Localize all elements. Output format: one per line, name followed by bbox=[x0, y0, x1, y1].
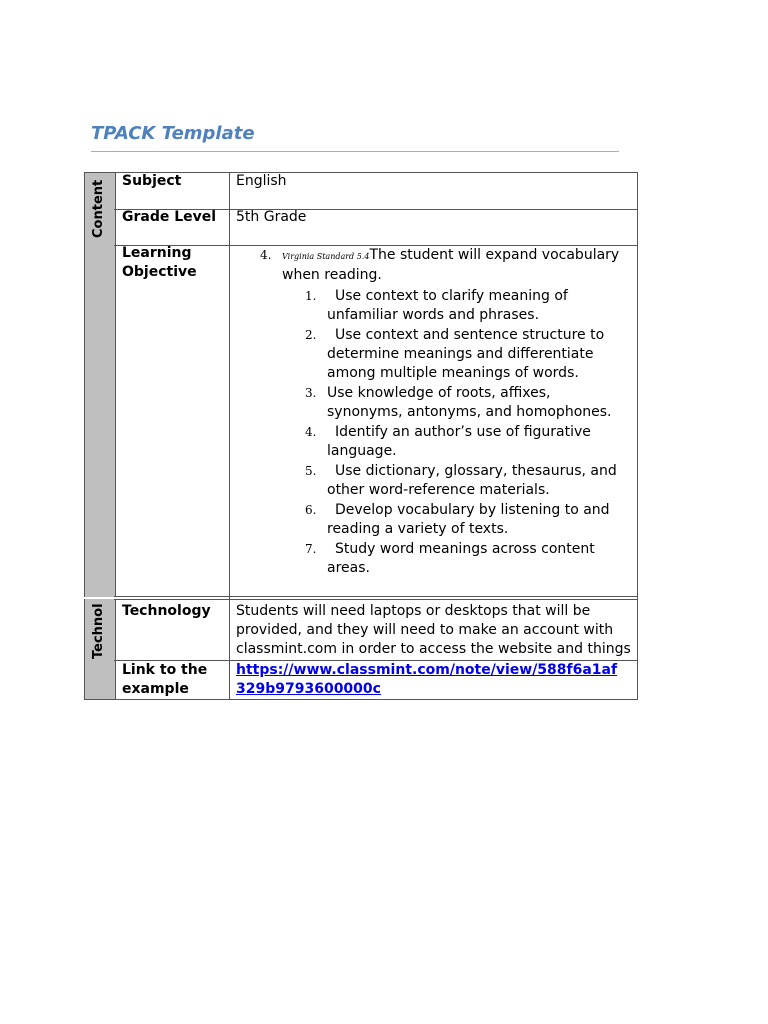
link-value bbox=[236, 661, 626, 699]
list-item: 2. Use context and sentence structure to determine meanings and differentiate among multiple meanings of words. bbox=[305, 327, 605, 381]
content-section-label bbox=[84, 172, 116, 597]
table-top-border bbox=[114, 172, 638, 173]
table-bottom-border bbox=[84, 699, 638, 700]
example-link[interactable]: https://www.classmint.com/note/view/588f6a1af329b9793600000c bbox=[236, 662, 618, 697]
content-label-text: Content bbox=[91, 179, 106, 238]
learning-objective-label bbox=[122, 244, 197, 282]
learning-objective-label-line2: Objective bbox=[122, 264, 197, 280]
row-divider-3b bbox=[114, 599, 638, 600]
objective-list bbox=[230, 287, 630, 578]
objective-intro: The student will expand vocabulary when reading. bbox=[282, 247, 620, 283]
grade-level-label: Grade Level bbox=[122, 209, 217, 225]
grade-level-value: 5th Grade bbox=[236, 209, 307, 225]
label-col-top bbox=[84, 172, 114, 173]
objective-outer-number: 4. bbox=[260, 248, 272, 262]
subject-label: Subject bbox=[122, 173, 182, 189]
technology-label: Technology bbox=[122, 603, 211, 619]
row-divider-3a bbox=[114, 596, 638, 597]
list-item: 4. Identify an author’s use of figurative language. bbox=[305, 424, 591, 459]
subject-value: English bbox=[236, 173, 287, 189]
list-item: 3. Use knowledge of roots, affixes, synonyms, antonyms, and homophones. bbox=[305, 385, 612, 420]
link-label-line2: example bbox=[122, 681, 189, 697]
list-item: 5. Use dictionary, glossary, thesaurus, and other word-reference materials. bbox=[305, 463, 617, 498]
list-item: 6. Develop vocabulary by listening to and reading a variety of texts. bbox=[305, 502, 610, 537]
table-right-border bbox=[637, 172, 638, 699]
learning-objective-label-line1: Learning bbox=[122, 245, 192, 261]
virginia-standard-ref: Virginia Standard 5.4 bbox=[282, 252, 370, 261]
list-item: 7. Study word meanings across content areas. bbox=[305, 541, 595, 576]
document-title: TPACK Template bbox=[91, 123, 255, 144]
title-underline bbox=[91, 151, 619, 152]
learning-objective-content bbox=[230, 246, 630, 579]
technology-section-label bbox=[84, 599, 116, 699]
list-item: 1. Use context to clarify meaning of unfamiliar words and phrases. bbox=[305, 288, 568, 323]
technology-label-text: Technol bbox=[91, 603, 106, 659]
link-label bbox=[122, 661, 207, 699]
technology-value: Students will need laptops or desktops that will be provided, and they will need to make an account with classmint.com in order to access the website and things bbox=[236, 603, 631, 657]
objective-outer-item bbox=[230, 246, 630, 285]
link-label-line1: Link to the bbox=[122, 662, 208, 678]
